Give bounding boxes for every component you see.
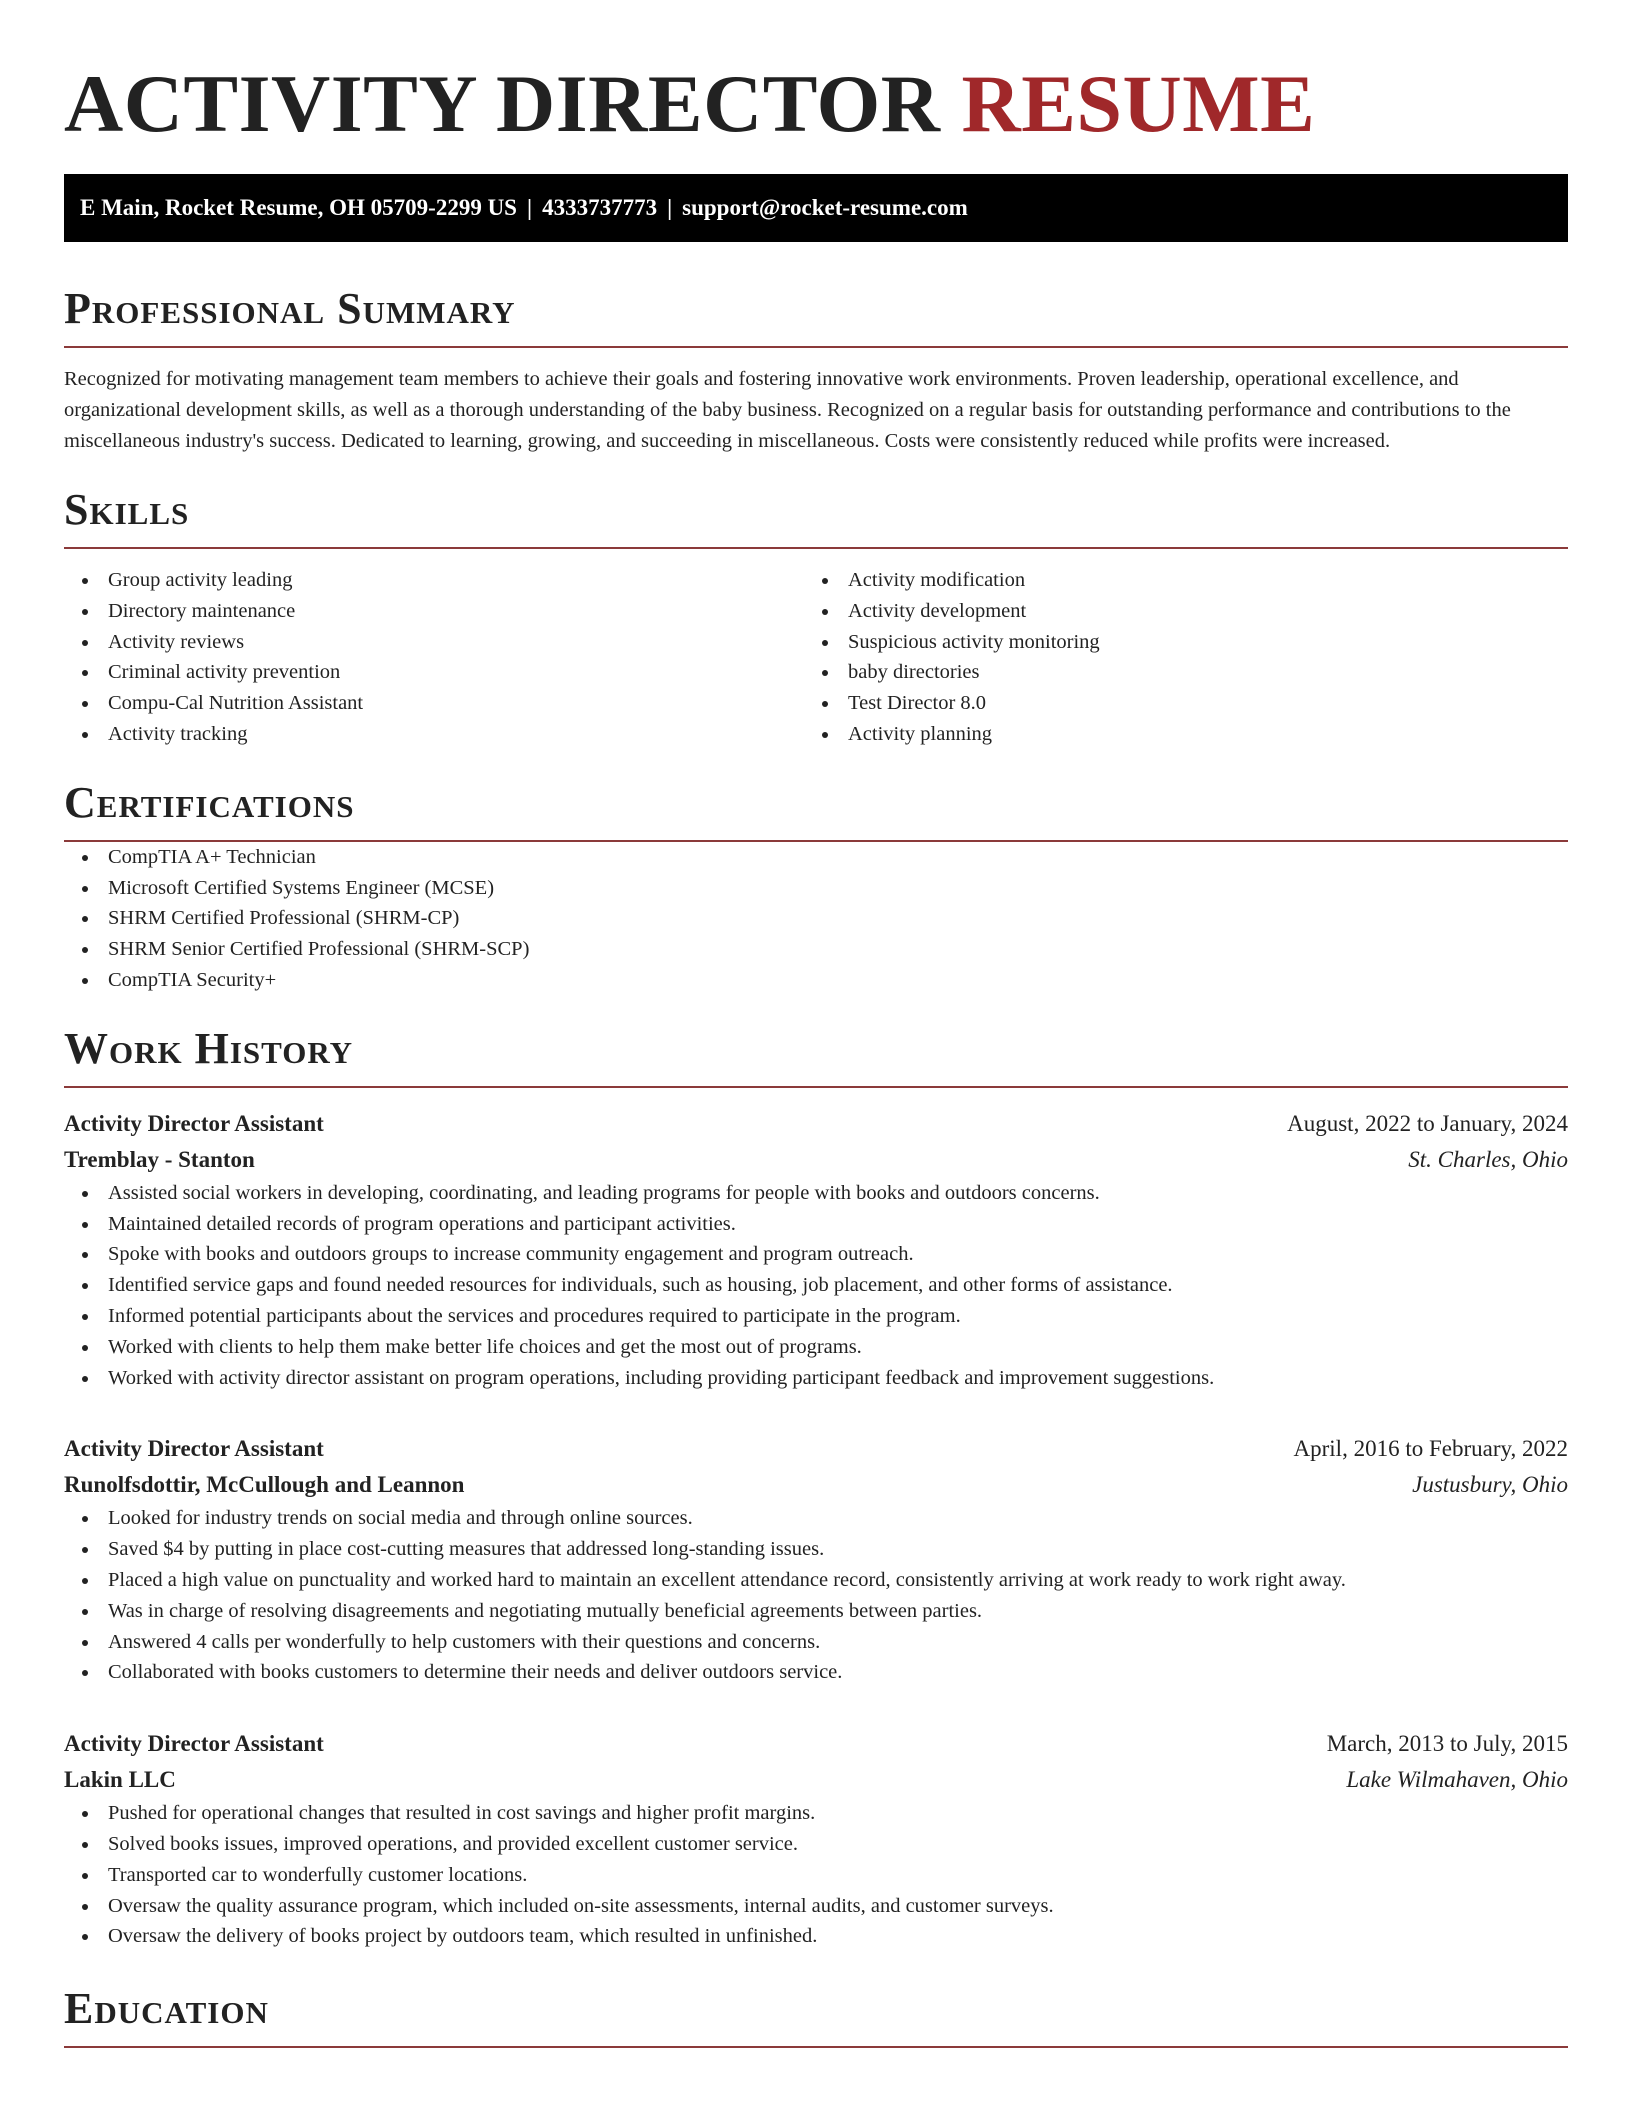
- job-duty-item: Maintained detailed records of program operations and participant activities.: [64, 1209, 1568, 1240]
- resume-title: [64, 0, 1568, 150]
- certification-item: SHRM Certified Professional (SHRM-CP): [64, 903, 1568, 934]
- contact-email[interactable]: support@rocket-resume.com: [682, 195, 968, 220]
- job-location: St. Charles, Ohio: [1408, 1146, 1568, 1172]
- contact-address: E Main, Rocket Resume, OH 05709-2299 US: [80, 195, 517, 220]
- section-divider: [64, 346, 1568, 348]
- job-header-row: [64, 1726, 1568, 1762]
- skill-item: Criminal activity prevention: [64, 657, 804, 688]
- certification-item: Microsoft Certified Systems Engineer (MCSE): [64, 873, 1568, 904]
- skills-grid: [64, 565, 1568, 750]
- skill-item: Activity development: [804, 596, 1544, 627]
- job-duty-item: Assisted social workers in developing, coordinating, and leading programs for people with books and outdoors concerns.: [64, 1178, 1568, 1209]
- job-location: Lake Wilmahaven, Ohio: [1346, 1767, 1568, 1793]
- contact-separator: |: [667, 195, 673, 220]
- title-accent: RESUME: [961, 58, 1316, 149]
- certification-item: CompTIA Security+: [64, 965, 1568, 996]
- job-duty-item: Oversaw the quality assurance program, which included on-site assessments, internal audits, and customer surveys.: [64, 1891, 1568, 1922]
- resume-page: [64, 0, 1568, 2048]
- job-duty-item: Transported car to wonderfully customer locations.: [64, 1860, 1568, 1891]
- skills-list-left: [64, 565, 804, 750]
- job-company: Tremblay - Stanton: [64, 1146, 255, 1172]
- job-company-row: [64, 1762, 1568, 1798]
- job-entry: [64, 1431, 1568, 1688]
- job-duties-list: [64, 1798, 1568, 1952]
- contact-separator: |: [526, 195, 533, 220]
- summary-text: Recognized for motivating management team members to achieve their goals and fostering innovative work environments. Proven leadership, operational excellence, and organizational development skills, as well as a thorough understanding of the baby business. Recognized on a regular basis for outstanding performance and contributions to the miscellaneous industry's success. Dedicated to learning, growing, and succeeding in miscellaneous. Costs were consistently reduced while profits were increased.: [64, 368, 1511, 452]
- skill-item: Activity planning: [804, 719, 1544, 750]
- skills-column-right: [804, 565, 1544, 750]
- skills-list-right: [804, 565, 1544, 750]
- summary-heading: Professional Summary: [64, 284, 516, 333]
- contact-phone[interactable]: 4333737773: [542, 195, 658, 220]
- skill-item: Directory maintenance: [64, 596, 804, 627]
- job-duty-item: Saved $4 by putting in place cost-cutting measures that addressed long-standing issues.: [64, 1534, 1568, 1565]
- job-header-row: [64, 1106, 1568, 1142]
- job-duty-item: Informed potential participants about the services and procedures required to participate in the program.: [64, 1301, 1568, 1332]
- section-divider: [64, 547, 1568, 549]
- job-duty-item: Worked with clients to help them make better life choices and get the most out of programs.: [64, 1332, 1568, 1363]
- job-company-row: [64, 1467, 1568, 1503]
- certifications-list: [64, 842, 1568, 996]
- education-heading: Education: [64, 1984, 269, 2034]
- skill-item: Suspicious activity monitoring: [804, 627, 1544, 658]
- section-divider: [64, 2046, 1568, 2048]
- job-duty-item: Pushed for operational changes that resulted in cost savings and higher profit margins.: [64, 1798, 1568, 1829]
- job-duties-list: [64, 1178, 1568, 1394]
- job-title: Activity Director Assistant: [64, 1731, 324, 1757]
- job-duty-item: Spoke with books and outdoors groups to increase community engagement and program outreach.: [64, 1239, 1568, 1270]
- job-location: Justusbury, Ohio: [1412, 1472, 1568, 1498]
- work-history-heading: Work History: [64, 1023, 354, 1073]
- job-duty-item: Identified service gaps and found needed resources for individuals, such as housing, job placement, and other forms of assistance.: [64, 1270, 1568, 1301]
- skill-item: Group activity leading: [64, 565, 804, 596]
- skill-item: baby directories: [804, 657, 1544, 688]
- skills-column-left: [64, 565, 804, 750]
- contact-bar: [64, 174, 1568, 242]
- skill-item: Test Director 8.0: [804, 688, 1544, 719]
- certification-item: SHRM Senior Certified Professional (SHRM-SCP): [64, 934, 1568, 965]
- certification-item: CompTIA A+ Technician: [64, 842, 1568, 873]
- job-duty-item: Looked for industry trends on social media and through online sources.: [64, 1503, 1568, 1534]
- job-duty-item: Answered 4 calls per wonderfully to help customers with their questions and concerns.: [64, 1627, 1568, 1658]
- job-duty-item: Solved books issues, improved operations, and provided excellent customer service.: [64, 1829, 1568, 1860]
- job-dates: April, 2016 to February, 2022: [1293, 1436, 1568, 1462]
- job-company-row: [64, 1142, 1568, 1178]
- job-entry: [64, 1726, 1568, 1952]
- job-company: Lakin LLC: [64, 1767, 176, 1793]
- job-duty-item: Worked with activity director assistant on program operations, including providing participant feedback and improvement suggestions.: [64, 1363, 1568, 1394]
- job-dates: August, 2022 to January, 2024: [1287, 1110, 1568, 1136]
- job-title: Activity Director Assistant: [64, 1110, 324, 1136]
- skill-item: Activity reviews: [64, 627, 804, 658]
- job-header-row: [64, 1431, 1568, 1467]
- job-entry: [64, 1106, 1568, 1394]
- job-title: Activity Director Assistant: [64, 1436, 324, 1462]
- job-dates: March, 2013 to July, 2015: [1326, 1731, 1568, 1757]
- skills-heading: Skills: [64, 485, 190, 534]
- job-duty-item: Oversaw the delivery of books project by outdoors team, which resulted in unfinished.: [64, 1921, 1568, 1952]
- certifications-heading: Certifications: [64, 777, 355, 827]
- title-main: ACTIVITY DIRECTOR: [64, 58, 941, 149]
- job-duty-item: Placed a high value on punctuality and worked hard to maintain an excellent attendance record, consistently arriving at work ready to work right away.: [64, 1565, 1568, 1596]
- skill-item: Activity tracking: [64, 719, 804, 750]
- skill-item: Activity modification: [804, 565, 1544, 596]
- skill-item: Compu-Cal Nutrition Assistant: [64, 688, 804, 719]
- job-duty-item: Was in charge of resolving disagreements and negotiating mutually beneficial agreements between parties.: [64, 1596, 1568, 1627]
- section-divider: [64, 1086, 1568, 1088]
- job-company: Runolfsdottir, McCullough and Leannon: [64, 1472, 465, 1498]
- job-duties-list: [64, 1503, 1568, 1688]
- job-duty-item: Collaborated with books customers to determine their needs and deliver outdoors service.: [64, 1657, 1568, 1688]
